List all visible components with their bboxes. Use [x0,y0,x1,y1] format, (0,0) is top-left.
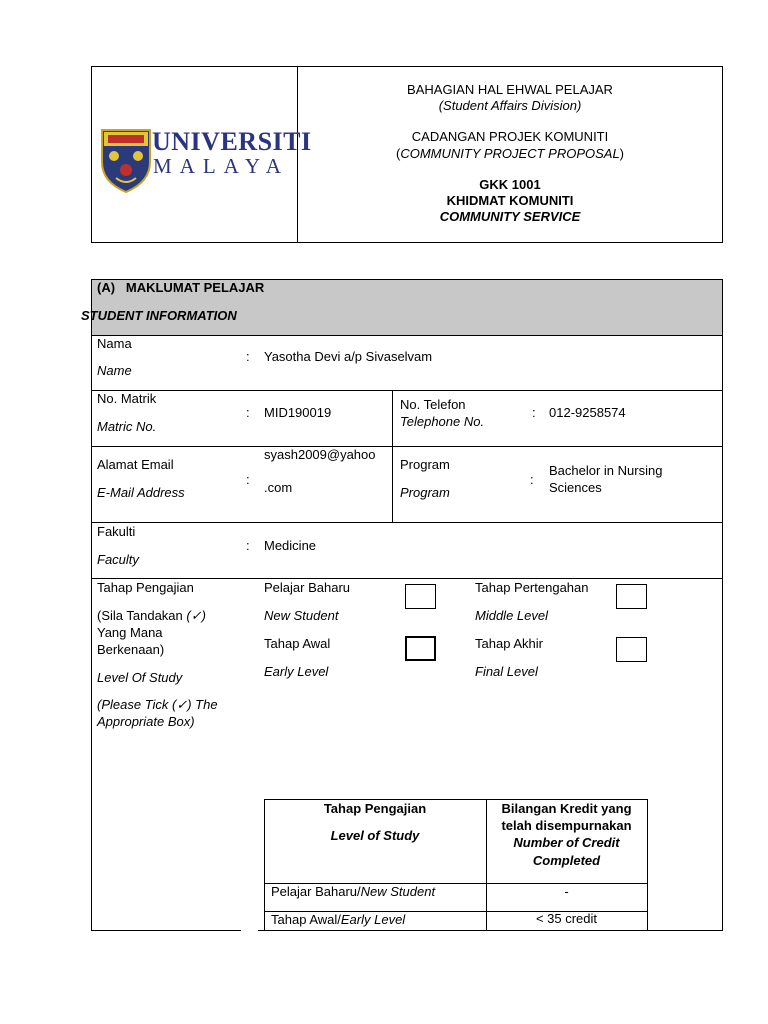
option-final-level-label-en: Final Level [475,664,538,679]
matric-divider [392,390,393,522]
faculty-colon: : [246,538,250,553]
credit-table [264,799,648,930]
credit-head-credit-line2: telah disempurnakan [501,818,632,833]
section-a-title: (A) MAKLUMAT PELAJAR [97,280,265,295]
email-colon: : [246,472,250,487]
credit-head-level-en: Level of Study [330,828,420,843]
form-left-border [91,335,92,931]
credit-table-left [264,799,265,930]
row-line-2 [91,446,723,447]
level-label-en: Level Of Study [97,670,183,685]
option-new-student-label-en: New Student [264,608,339,623]
matric-value[interactable]: MID190019 [264,405,332,420]
course-name: KHIDMAT KOMUNITI [446,193,574,208]
option-early-level-label: Tahap Awal [264,636,331,651]
name-label: Nama [97,336,132,351]
program-label-en: Program [400,485,450,500]
phone-colon: : [532,405,536,420]
credit-row2-value: < 35 credit [535,911,598,926]
proposal-en-text: COMMUNITY PROJECT PROPOSAL [400,146,620,161]
matric-label-en: Matric No. [97,419,157,434]
option-new-student-label: Pelajar Baharu [264,580,350,595]
crest-icon [100,126,152,194]
form-bottom-line-b [258,930,723,931]
logo-text-malaya: MALAYA [153,154,289,178]
proposal-en-open: ( [395,146,401,161]
university-logo [100,126,312,194]
name-value[interactable]: Yasotha Devi a/p Sivaselvam [264,349,433,364]
phone-label-en: Telephone No. [400,414,485,429]
middle-level-checkbox[interactable] [616,584,647,609]
division-title-en: (Student Affairs Division) [438,98,582,113]
program-value-line1[interactable]: Bachelor in Nursing [549,463,663,478]
early-level-checkbox[interactable] [405,636,436,661]
phone-value[interactable]: 012-9258574 [549,405,626,420]
email-label-en: E-Mail Address [97,485,185,500]
credit-head-level: Tahap Pengajian [323,801,427,816]
phone-label: No. Telefon [400,397,466,412]
level-instruction-line2: Yang Mana [97,625,163,640]
table-row [271,884,435,900]
option-early-level-label-en: Early Level [264,664,329,679]
section-a-title-en: STUDENT INFORMATION [81,308,237,323]
credit-row1-level-en: New Student [360,884,436,899]
matric-colon: : [246,405,250,420]
level-instruction-mark: (✓) [186,608,206,623]
program-colon: : [530,472,534,487]
option-middle-level-label: Tahap Pertengahan [475,580,589,595]
new-student-checkbox[interactable] [405,584,436,609]
form-right-border [722,335,723,931]
row-line-4 [91,578,723,579]
level-instruction-en-line2: Appropriate Box) [97,714,195,729]
course-code: GKK 1001 [479,177,541,192]
faculty-label-en: Faculty [97,552,139,567]
credit-table-top [264,799,648,800]
credit-table-right [647,799,648,930]
email-value-line2[interactable]: .com [264,480,293,495]
final-level-checkbox[interactable] [616,637,647,662]
credit-row1-value: - [564,884,569,899]
email-value-line1[interactable]: syash2009@yahoo [264,447,376,462]
option-middle-level-label-en: Middle Level [475,608,548,623]
proposal-title: CADANGAN PROJEK KOMUNITI [411,129,609,144]
program-label: Program [400,457,450,472]
course-name-en: COMMUNITY SERVICE [439,209,581,224]
level-instruction-open: (Sila Tandakan [97,608,187,623]
credit-head-credit-line1: Bilangan Kredit yang [501,801,632,816]
credit-row1-level: Pelajar Baharu/ [271,884,361,899]
name-colon: : [246,349,250,364]
matric-label: No. Matrik [97,391,157,406]
division-title: BAHAGIAN HAL EHWAL PELAJAR [407,82,613,97]
level-instruction-line3: Berkenaan) [97,642,165,657]
level-instruction-en-line1: (Please Tick (✓) The [97,697,218,712]
credit-row2-level-en: Early Level [340,912,406,927]
credit-row2-level: Tahap Awal/ [271,912,341,927]
name-label-en: Name [97,363,132,378]
proposal-en-close: ) [619,146,625,161]
level-instruction-line1 [97,608,206,624]
proposal-title-en [297,146,723,162]
faculty-label: Fakulti [97,524,136,539]
table-row [271,912,405,928]
credit-head-credit-en-line1: Number of Credit [513,835,620,850]
logo-text-universiti: UNIVERSITI [152,127,312,156]
email-label: Alamat Email [97,457,174,472]
level-label: Tahap Pengajian [97,580,194,595]
option-final-level-label: Tahap Akhir [475,636,543,651]
row-line-1 [91,390,723,391]
credit-head-credit-en-line2: Completed [532,853,601,868]
faculty-value[interactable]: Medicine [264,538,317,553]
program-value-line2[interactable]: Sciences [549,480,602,495]
row-line-3 [91,522,723,523]
form-bottom-line-a [91,930,241,931]
